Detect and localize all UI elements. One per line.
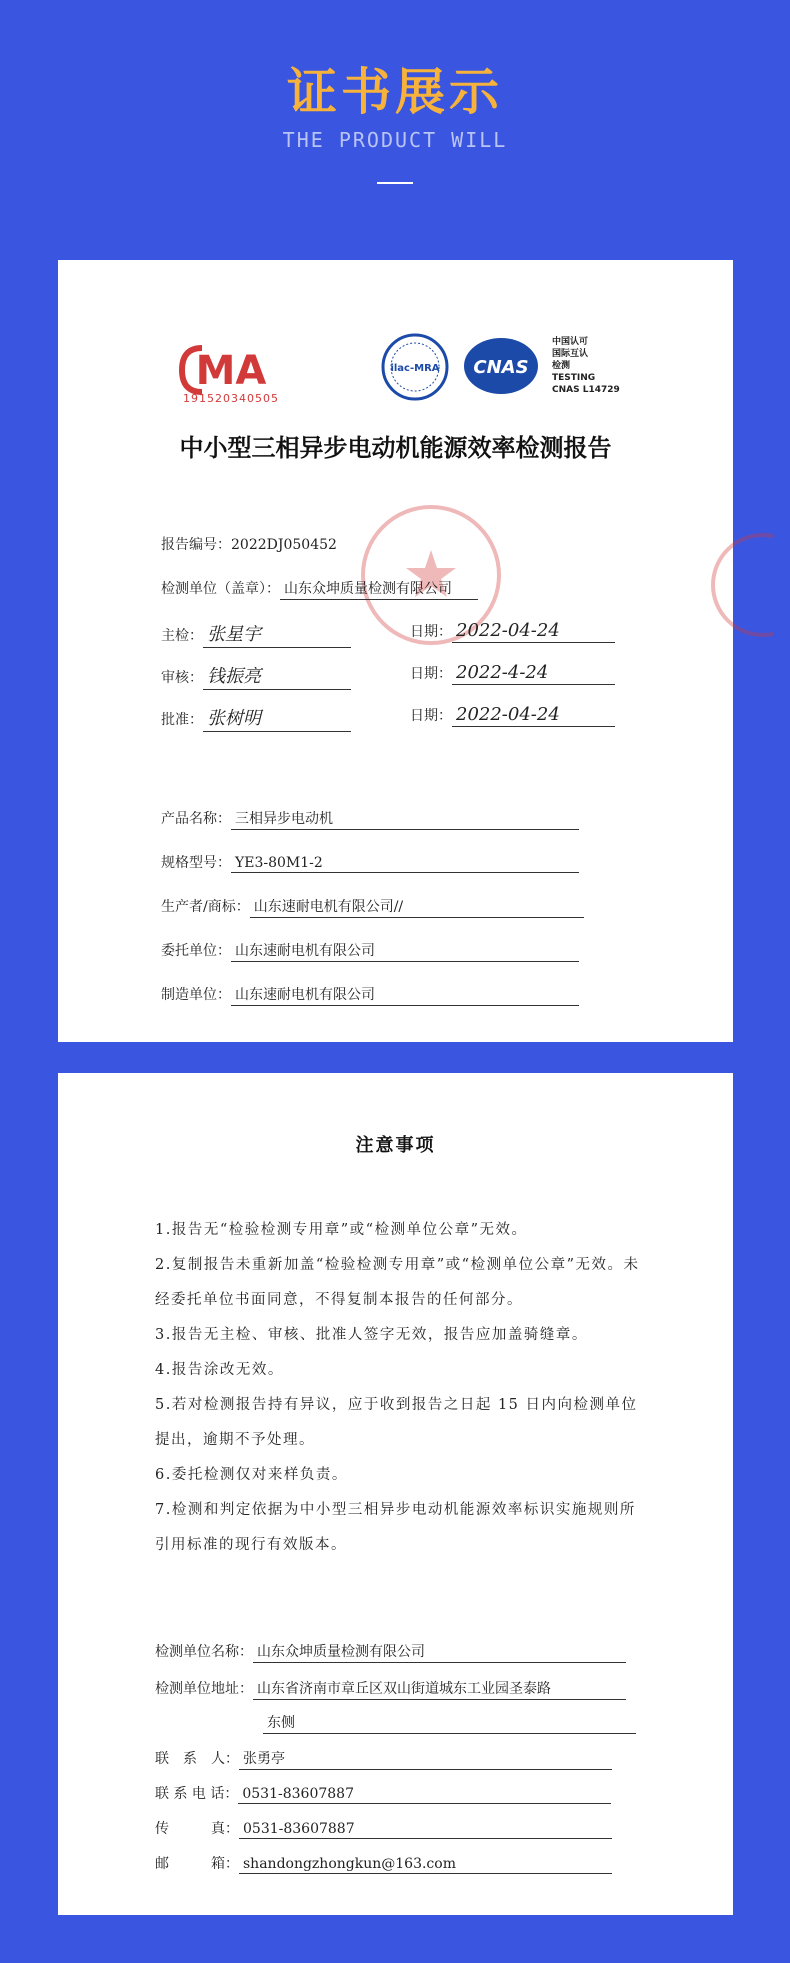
chief-date-field: 日期： 2022-04-24 bbox=[410, 620, 615, 643]
page-title: 证书展示 bbox=[287, 63, 503, 121]
contact-unit-name: 检测单位名称： 山东众坤质量检测有限公司 bbox=[155, 1641, 626, 1663]
approve-date-field: 日期： 2022-04-24 bbox=[410, 704, 615, 727]
note-item: 4.报告涂改无效。 bbox=[155, 1362, 284, 1378]
svg-text:CNAS: CNAS bbox=[473, 357, 529, 378]
seam-seal-icon bbox=[693, 530, 773, 640]
manufacturer-field: 制造单位： 山东速耐电机有限公司 bbox=[161, 984, 579, 1006]
contact-email: 邮 箱： shandongzhongkun@163.com bbox=[155, 1853, 612, 1874]
note-item: 6.委托检测仅对来样负责。 bbox=[155, 1467, 348, 1483]
ilac-mra-logo-icon bbox=[380, 332, 450, 402]
client-field: 委托单位： 山东速耐电机有限公司 bbox=[161, 940, 579, 962]
page-subtitle: THE PRODUCT WILL bbox=[282, 128, 508, 152]
cnas-logo-icon bbox=[462, 336, 540, 396]
note-item: 2.复制报告未重新加盖“检验检测专用章”或“检测单位公章”无效。未经委托单位书面同意，不得复制本报告的任何部分。 bbox=[155, 1257, 640, 1308]
producer-field: 生产者/商标： 山东速耐电机有限公司// bbox=[161, 896, 584, 918]
review-date-field: 日期： 2022-4-24 bbox=[410, 662, 615, 685]
notes-title: 注意事项 bbox=[355, 1135, 436, 1156]
report-number-field: 报告编号：2022DJ050452 bbox=[161, 537, 337, 553]
model-field: 规格型号： YE3-80M1-2 bbox=[161, 852, 579, 873]
contact-person: 联 系 人： 张勇亭 bbox=[155, 1748, 612, 1770]
contact-phone: 联 系 电 话： 0531-83607887 bbox=[155, 1783, 611, 1804]
cnas-accreditation-text: 中国认可 国际互认 检测 TESTING CNAS L14729 bbox=[552, 337, 620, 395]
chief-inspector-field: 主检： 张星宇 bbox=[161, 620, 351, 648]
notes-sheet bbox=[58, 1073, 733, 1915]
cma-number: 191520340505 bbox=[183, 392, 279, 405]
note-item: 3.报告无主检、审核、批准人签字无效，报告应加盖骑缝章。 bbox=[155, 1327, 588, 1343]
note-item: 1.报告无“检验检测专用章”或“检测单位公章”无效。 bbox=[155, 1222, 528, 1238]
title-divider bbox=[377, 182, 413, 184]
reviewer-field: 审核： 钱振亮 bbox=[161, 662, 351, 690]
contact-fax: 传 真： 0531-83607887 bbox=[155, 1818, 612, 1839]
product-name-field: 产品名称： 三相异步电动机 bbox=[161, 808, 579, 830]
report-cover-sheet bbox=[58, 260, 733, 1042]
approver-field: 批准： 张树明 bbox=[161, 704, 351, 732]
svg-text:ilac-MRA: ilac-MRA bbox=[390, 363, 440, 374]
note-item: 5.若对检测报告持有异议，应于收到报告之日起 15 日内向检测单位提出，逾期不予处理。 bbox=[155, 1397, 638, 1448]
contact-address-line2: 东侧 bbox=[263, 1712, 636, 1734]
testing-unit-field: 检测单位（盖章）： 山东众坤质量检测有限公司 bbox=[161, 578, 478, 600]
svg-text:MA: MA bbox=[195, 348, 267, 394]
contact-address: 检测单位地址： 山东省济南市章丘区双山街道城东工业园圣泰路 bbox=[155, 1678, 626, 1700]
note-item: 7.检测和判定依据为中小型三相异步电动机能源效率标识实施规则所引用标准的现行有效版本。 bbox=[155, 1502, 636, 1553]
report-title: 中小型三相异步电动机能源效率检测报告 bbox=[179, 434, 612, 462]
